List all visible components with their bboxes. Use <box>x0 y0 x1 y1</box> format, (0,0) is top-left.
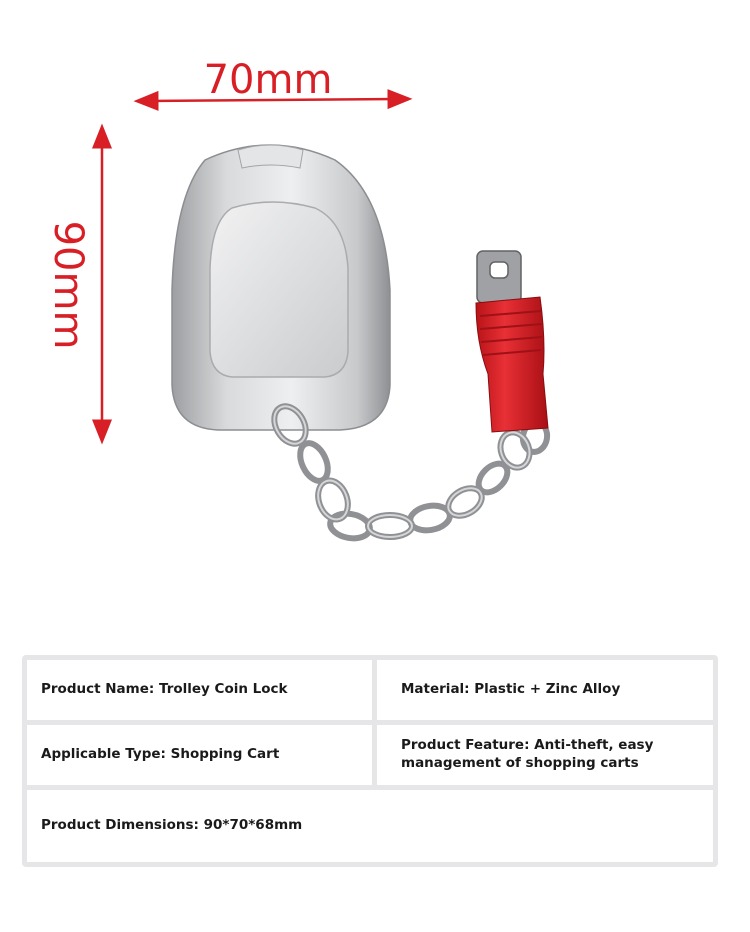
width-label: 70mm <box>203 57 333 103</box>
width-dimension <box>146 57 400 103</box>
spec-product-feature <box>377 725 713 785</box>
height-dimension <box>45 136 102 432</box>
spec-applicable-type <box>27 725 372 785</box>
key-red-grip <box>476 297 548 432</box>
spec-product-feature-text: Product Feature: Anti-theft, easy management of shopping carts <box>401 737 654 771</box>
spec-applicable-type-text: Applicable Type: Shopping Cart <box>41 746 280 763</box>
spec-material-text: Material: Plastic + Zinc Alloy <box>401 681 621 698</box>
coin-slot <box>238 145 303 168</box>
release-key <box>476 251 548 432</box>
spec-product-dimensions <box>27 790 713 862</box>
spec-table <box>22 655 718 867</box>
spec-product-dimensions-text: Product Dimensions: 90*70*68mm <box>41 817 303 834</box>
key-tab-hole <box>490 262 508 278</box>
coin-lock-body <box>172 145 390 430</box>
spec-product-name <box>27 660 372 720</box>
spec-material <box>377 660 713 720</box>
spec-product-name-text: Product Name: Trolley Coin Lock <box>41 681 288 698</box>
height-label: 90mm <box>45 220 91 350</box>
lock-front-panel <box>210 202 348 377</box>
